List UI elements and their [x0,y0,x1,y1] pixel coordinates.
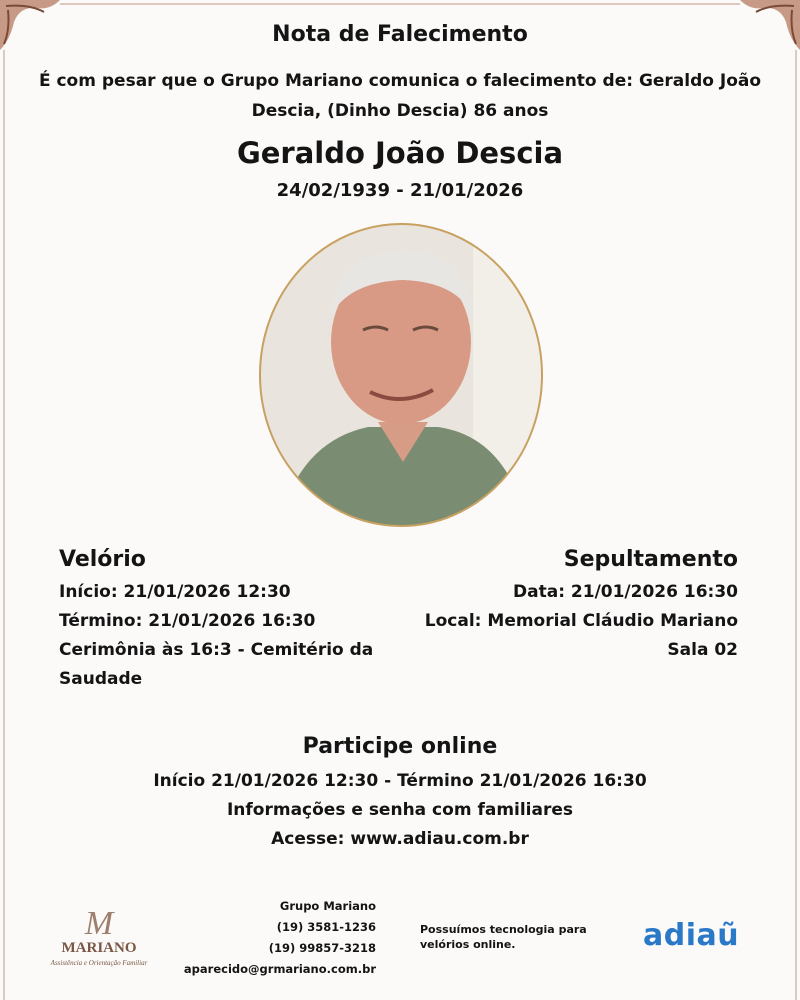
phone-1[interactable]: (19) 3581-1236 [276,920,376,934]
page-title: Nota de Falecimento [272,22,528,47]
velorio-termino: Término: 21/01/2026 16:30 [59,611,316,631]
tech-note: Possuímos tecnologia para velórios online. [420,923,587,951]
phone-2[interactable]: (19) 99857-3218 [268,941,376,955]
life-dates: 24/02/1939 - 21/01/2026 [276,180,524,201]
sepultamento-sala: Sala 02 [667,640,738,660]
frame-top-line [60,3,740,5]
sepultamento-local: Local: Memorial Cláudio Mariano [424,611,738,631]
online-section [0,734,800,854]
svg-text:Assistência e Orientação Famil: Assistência e Orientação Familiar [50,959,148,967]
velorio-inicio: Início: 21/01/2026 12:30 [59,582,291,602]
velorio-section [59,547,399,694]
svg-text:M: M [84,905,114,942]
mariano-logo [44,904,154,970]
online-times: Início 21/01/2026 12:30 - Término 21/01/2026 16:30 [153,771,647,791]
online-access-link[interactable]: Acesse: www.adiau.com.br [271,829,529,849]
sepultamento-data: Data: 21/01/2026 16:30 [513,582,738,602]
email-link[interactable]: aparecido@grmariano.com.br [183,962,376,976]
velorio-heading: Velório [59,547,146,572]
svg-text:MARIANO: MARIANO [61,940,137,956]
online-heading: Participe online [302,734,498,759]
adiau-logo: adiaũ [643,918,740,953]
sepultamento-section [358,547,738,665]
sepultamento-heading: Sepultamento [563,547,738,572]
company-name: Grupo Mariano [279,899,376,913]
announcement-text: É com pesar que o Grupo Mariano comunica o falecimento de: Geraldo João Descia, (Dinho Descia) 86 anos [38,71,762,121]
deceased-name: Geraldo João Descia [236,136,564,170]
velorio-cerimonia: Cerimônia às 16:3 - Cemitério da Saudade [59,640,374,689]
portrait-photo [258,222,544,528]
online-info: Informações e senha com familiares [226,800,574,820]
contact-block [180,896,376,980]
